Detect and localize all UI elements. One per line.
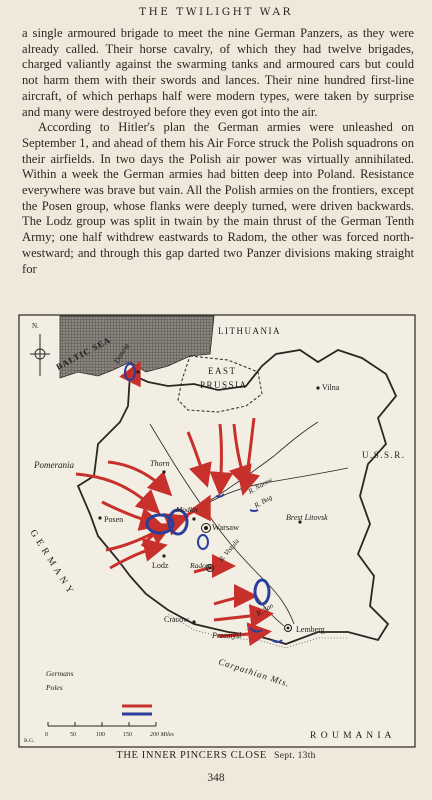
place-lemberg: Lemberg [296, 625, 325, 634]
scale-tick-100: 100 [96, 732, 105, 738]
region-roumania: R O U M A N I A [310, 731, 393, 741]
paragraph-2: According to Hitler's plan the German armies were unleashed on September 1, and ahead of them his Air Force struck the Polish squadrons on their airfields. In two days the Polish air power was virtually annihilated. Within a week the German armies had bitten deep into Poland. Resistance everywhere was brave but vain. All the Polish armies on the frontiers, except the Posen group, whose flanks were deeply turned, were driven backwards. The Lodz group was split in twain by the main thrust of the German Tenth Army; one half withdrew eastwards to Radom, the other was forced north-westward; and through this gap darted two Panzer divisions making straight for [22, 120, 414, 276]
river-label-bug: R. Bug [253, 493, 274, 510]
river-label-vistula: R. Vistula [217, 537, 241, 564]
caption-title: THE INNER PINCERS CLOSE [116, 750, 267, 761]
place-vilna: Vilna [322, 383, 340, 392]
region-carpathian: Carpathian Mts. [217, 656, 292, 689]
place-thorn: Thorn [150, 459, 170, 468]
scale-tick-150: 150 [123, 732, 132, 738]
river-label-narew: R. Narew [247, 475, 274, 496]
place-warsaw: Warsaw [212, 522, 240, 532]
place-posen: Posen [104, 515, 124, 524]
region-ussr: U.S.S.R. [362, 450, 406, 460]
region-pomerania: Pomerania [34, 460, 74, 470]
place-modlin: Modlin [176, 505, 198, 514]
campaign-map [18, 314, 416, 748]
legend-poles-label: Poles [46, 683, 63, 692]
paragraph-1: a single armoured brigade to meet the nine German Panzers, as they were already called. Their horse cavalry, of which they had twelve brigades, charged valiantly against the swarming tanks and armoured cars but could not harm them with their swords and lances. Their nine hundred first-line aircraft, of which perhaps half were modern types, were taken by surprise and many were destroyed before they even got into the air. [22, 26, 414, 119]
region-east-prussia-1: EAST [208, 366, 237, 376]
place-danzig: Danzig [111, 341, 131, 365]
scale-tick-0: 0 [45, 732, 48, 738]
scale-tick-50: 50 [70, 732, 76, 738]
page-number: 348 [207, 772, 225, 784]
running-head: THE TWILIGHT WAR [139, 6, 293, 18]
artist-initials: R.G. [24, 738, 35, 744]
place-przemysl: Przemysl [212, 631, 242, 640]
region-lithuania: LITHUANIA [218, 326, 281, 336]
place-radom: Radom [190, 561, 212, 570]
map-caption [0, 750, 432, 761]
legend-germans-label: Germans [46, 669, 74, 678]
north-label: N. [32, 322, 39, 330]
map-svg [18, 314, 416, 748]
place-brest-litovsk: Brest Litovsk [286, 513, 328, 522]
region-germany: G E R M A N Y [27, 528, 76, 597]
caption-date: Sept. 13th [274, 751, 316, 761]
sea-label: BALTIC SEA [54, 334, 113, 372]
river-label-san: R. San [255, 601, 275, 618]
place-cracow: Cracow [164, 615, 189, 624]
body-text [22, 26, 414, 277]
scale-tick-200: 200 Miles [150, 732, 174, 738]
region-east-prussia-2: PRUSSIA [200, 380, 248, 390]
place-lodz: Lodz [152, 561, 169, 570]
